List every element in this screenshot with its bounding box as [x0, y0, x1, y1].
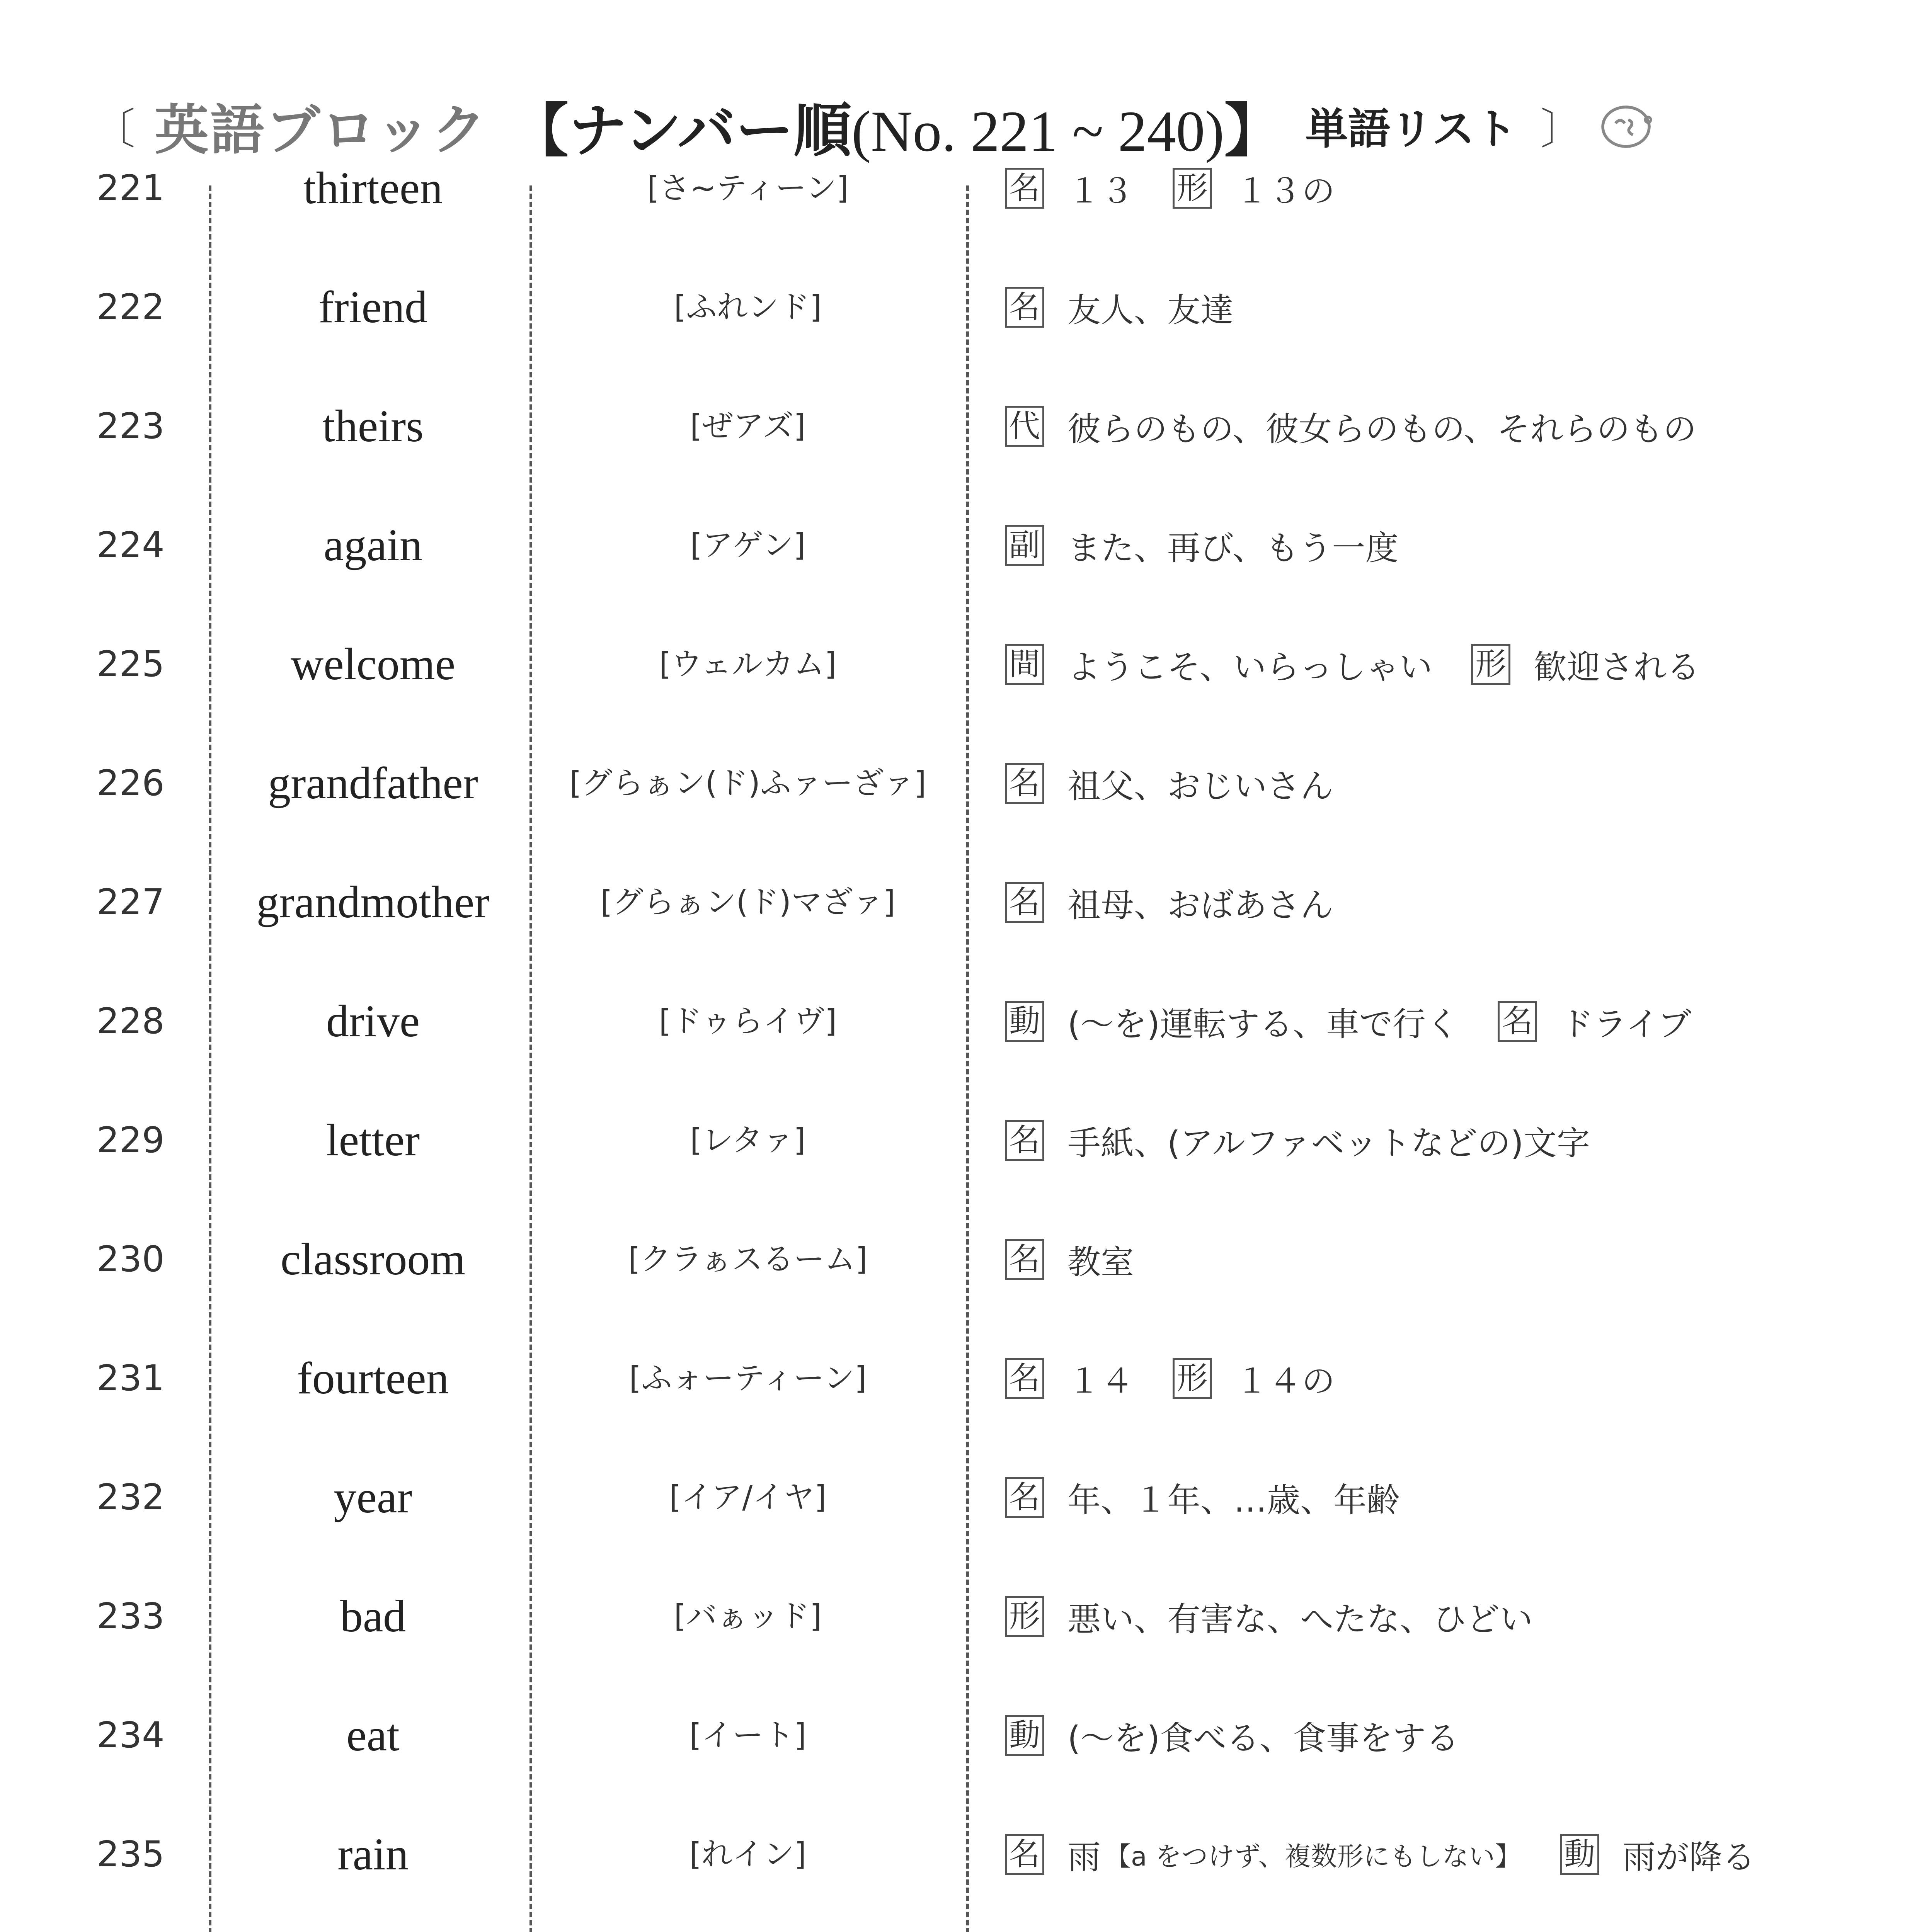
- english-word: rain: [337, 1829, 409, 1879]
- word-row: [0, 843, 1917, 962]
- part-of-speech-badge: 代: [1005, 406, 1044, 447]
- pronunciation: [ふれンド]: [674, 289, 822, 325]
- definition: (～を)運転する、車で行く: [1067, 1005, 1459, 1044]
- usage-note: 【a をつけず、複数形にもしない】: [1105, 1841, 1521, 1872]
- meaning: [1005, 962, 1894, 1081]
- definition: 年、１年、…歳、年齢: [1067, 1481, 1400, 1520]
- pronunciation: [バぁッド]: [674, 1598, 822, 1634]
- meaning: [1005, 1914, 1894, 1932]
- part-of-speech-badge: 動: [1560, 1834, 1599, 1875]
- header-close-bracket: 〕: [1540, 104, 1583, 154]
- entry-number: 230: [97, 1238, 165, 1280]
- meaning: [1005, 367, 1894, 486]
- brand-logo: 英語ブロック: [155, 99, 488, 162]
- meaning: [1005, 1319, 1894, 1438]
- pronunciation: [レタァ]: [690, 1122, 806, 1158]
- entry-number: 229: [97, 1119, 165, 1161]
- part-of-speech-badge: 形: [1471, 644, 1510, 685]
- english-word: friend: [318, 282, 427, 332]
- definition: 悪い、有害な、へたな、ひどい: [1067, 1600, 1533, 1639]
- meaning: [1005, 486, 1894, 605]
- english-word: welcome: [291, 639, 455, 689]
- part-of-speech-badge: 動: [1005, 1715, 1044, 1756]
- word-row: [0, 724, 1917, 843]
- entry-number: 224: [97, 524, 165, 566]
- part-of-speech-badge: 名: [1005, 1834, 1044, 1875]
- meaning: [1005, 129, 1894, 248]
- english-word: grandfather: [268, 758, 478, 808]
- english-word: fourteen: [297, 1353, 449, 1403]
- entry-number: 232: [97, 1476, 165, 1518]
- definition: １３の: [1235, 172, 1335, 211]
- meaning: [1005, 724, 1894, 843]
- word-row: [0, 1795, 1917, 1914]
- pronunciation: [ふォーティーン]: [629, 1360, 867, 1396]
- meaning: [1005, 1795, 1894, 1914]
- word-list: [0, 129, 1917, 1932]
- meaning: [1005, 843, 1894, 962]
- english-word: again: [323, 520, 422, 570]
- meaning: [1005, 1557, 1894, 1676]
- definition: また、再び、もう一度: [1067, 529, 1399, 568]
- english-word: theirs: [322, 401, 424, 451]
- pronunciation: [グらぁン(ド)ふァーざァ]: [569, 765, 926, 801]
- english-word: thirteen: [303, 163, 443, 213]
- word-row: [0, 1319, 1917, 1438]
- definition: 友人、友達: [1067, 291, 1234, 330]
- part-of-speech-badge: 形: [1173, 1358, 1212, 1399]
- word-row: [0, 1557, 1917, 1676]
- definition: ドライブ: [1560, 1005, 1691, 1044]
- pronunciation: [れイン]: [689, 1836, 807, 1872]
- pronunciation: [ドゥらイヴ]: [659, 1003, 837, 1039]
- part-of-speech-badge: 名: [1005, 1120, 1044, 1161]
- english-word: bad: [340, 1591, 406, 1641]
- english-word: drive: [326, 996, 420, 1046]
- entry-number: 223: [97, 405, 165, 447]
- definition: 手紙、(アルファベットなどの)文字: [1067, 1124, 1590, 1163]
- entry-number: 227: [97, 881, 165, 923]
- word-row: [0, 129, 1917, 248]
- definition: (～を)食べる、食事をする: [1067, 1719, 1459, 1758]
- english-word: grandmother: [256, 877, 490, 927]
- definition: １４: [1067, 1362, 1134, 1401]
- entry-number: 225: [97, 643, 165, 685]
- word-row: [0, 1438, 1917, 1557]
- entry-number: 231: [97, 1357, 165, 1399]
- title-main: 【ナンバー順: [511, 97, 852, 165]
- part-of-speech-badge: 名: [1005, 287, 1044, 328]
- english-word: [216, 1914, 529, 1932]
- pronunciation: [さ~ティーン]: [647, 170, 849, 206]
- english-word: classroom: [280, 1234, 466, 1284]
- english-word: eat: [346, 1710, 400, 1760]
- pronunciation: [イート]: [689, 1717, 807, 1753]
- part-of-speech-badge: 形: [1005, 1596, 1044, 1637]
- definition: 彼らのもの、彼女らのもの、それらのもの: [1067, 410, 1697, 449]
- entry-number: 226: [97, 762, 165, 804]
- entry-number: 233: [97, 1595, 165, 1637]
- meaning: [1005, 1438, 1894, 1557]
- part-of-speech-badge: 名: [1005, 882, 1044, 923]
- page-subtitle: 単語リスト: [1305, 104, 1517, 154]
- word-row: [0, 248, 1917, 367]
- definition: 祖母、おばあさん: [1067, 886, 1333, 925]
- entry-number: [97, 1914, 186, 1932]
- pronunciation: [ぜアズ]: [690, 408, 806, 444]
- entry-number: 222: [97, 286, 165, 328]
- entry-number: 228: [97, 1000, 165, 1042]
- entry-number: 221: [97, 167, 165, 209]
- part-of-speech-badge: 名: [1005, 168, 1044, 209]
- word-row: [0, 486, 1917, 605]
- definition: 教室: [1067, 1243, 1134, 1282]
- definition: 雨: [1067, 1838, 1101, 1877]
- definition: 歓迎される: [1534, 648, 1700, 687]
- pronunciation: [537, 1914, 958, 1932]
- part-of-speech-badge: 間: [1005, 644, 1044, 685]
- word-row: [0, 1200, 1917, 1319]
- pronunciation: [ウェルカム]: [659, 646, 837, 682]
- english-word: year: [334, 1472, 412, 1522]
- word-row: [0, 367, 1917, 486]
- pronunciation: [グらぁン(ド)マざァ]: [600, 884, 896, 920]
- part-of-speech-badge: 名: [1005, 1239, 1044, 1280]
- meaning: [1005, 248, 1894, 367]
- definition: 祖父、おじいさん: [1067, 767, 1333, 806]
- pronunciation: [アゲン]: [690, 527, 806, 563]
- english-word: letter: [326, 1115, 420, 1165]
- definition: 雨が降る: [1622, 1838, 1755, 1877]
- header-open-bracket: 〔: [93, 104, 135, 154]
- word-row: [0, 962, 1917, 1081]
- entry-number: 234: [97, 1714, 165, 1756]
- meaning: [1005, 1676, 1894, 1795]
- meaning: [1005, 1081, 1894, 1200]
- part-of-speech-badge: 動: [1005, 1001, 1044, 1042]
- title-close: 】: [1224, 97, 1282, 165]
- word-row: [0, 1914, 1917, 1932]
- meaning: [1005, 605, 1894, 724]
- part-of-speech-badge: 副: [1005, 525, 1044, 566]
- part-of-speech-badge: 名: [1005, 1358, 1044, 1399]
- word-row: [0, 605, 1917, 724]
- entry-number: 235: [97, 1833, 165, 1875]
- word-row: [0, 1081, 1917, 1200]
- pronunciation: [クラぁスるーム]: [628, 1241, 868, 1277]
- definition: １４の: [1235, 1362, 1335, 1401]
- part-of-speech-badge: 名: [1498, 1001, 1537, 1042]
- meaning: [1005, 1200, 1894, 1319]
- part-of-speech-badge: 名: [1005, 1477, 1044, 1518]
- definition: １３: [1067, 172, 1134, 211]
- part-of-speech-badge: 名: [1005, 763, 1044, 804]
- title-range: (No. 221 ~ 240): [851, 99, 1224, 163]
- word-row: [0, 1676, 1917, 1795]
- pronunciation: [イア/イヤ]: [669, 1479, 827, 1515]
- part-of-speech-badge: 形: [1173, 168, 1212, 209]
- definition: ようこそ、いらっしゃい: [1067, 648, 1433, 687]
